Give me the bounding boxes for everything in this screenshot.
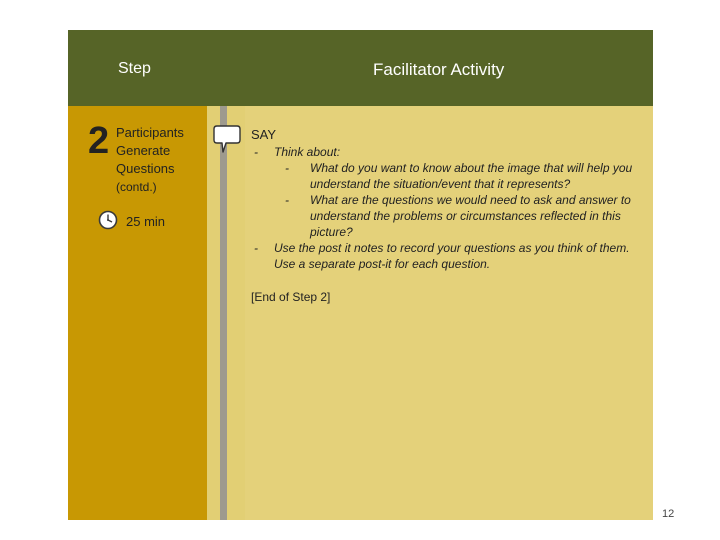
think-about-item: - Think about: — [251, 144, 651, 160]
step-title-line: Generate — [116, 143, 171, 158]
step-number: 2 — [88, 120, 110, 162]
clock-icon — [98, 210, 118, 230]
page-number: 12 — [662, 508, 675, 520]
timeline-bar — [220, 106, 227, 520]
postit-instruction: - Use the post it notes to record your questions as you think of them. Use a separate post-it for each question. — [251, 240, 651, 272]
question-item: - What are the questions we would need to ask and answer to understand the problems or circumstances reflected in this picture? — [251, 192, 651, 240]
slide-panel — [68, 30, 653, 520]
question-item: - What do you want to know about the image that will help you understand the situation/event that it represents? — [251, 160, 651, 192]
step-continued-label: (contd.) — [116, 180, 157, 194]
speech-bubble-icon — [212, 123, 242, 155]
step-title-line: Participants — [116, 125, 184, 140]
duration-label: 25 min — [126, 214, 166, 229]
table-header — [68, 30, 653, 106]
step-title-line: Questions — [116, 161, 175, 176]
end-of-step-label: [End of Step 2] — [251, 290, 331, 304]
step-title — [116, 124, 184, 178]
step-column-header: Step — [118, 60, 151, 77]
facilitator-activity-header: Facilitator Activity — [373, 60, 505, 79]
say-heading: SAY — [251, 127, 277, 142]
facilitator-notes — [251, 127, 651, 304]
